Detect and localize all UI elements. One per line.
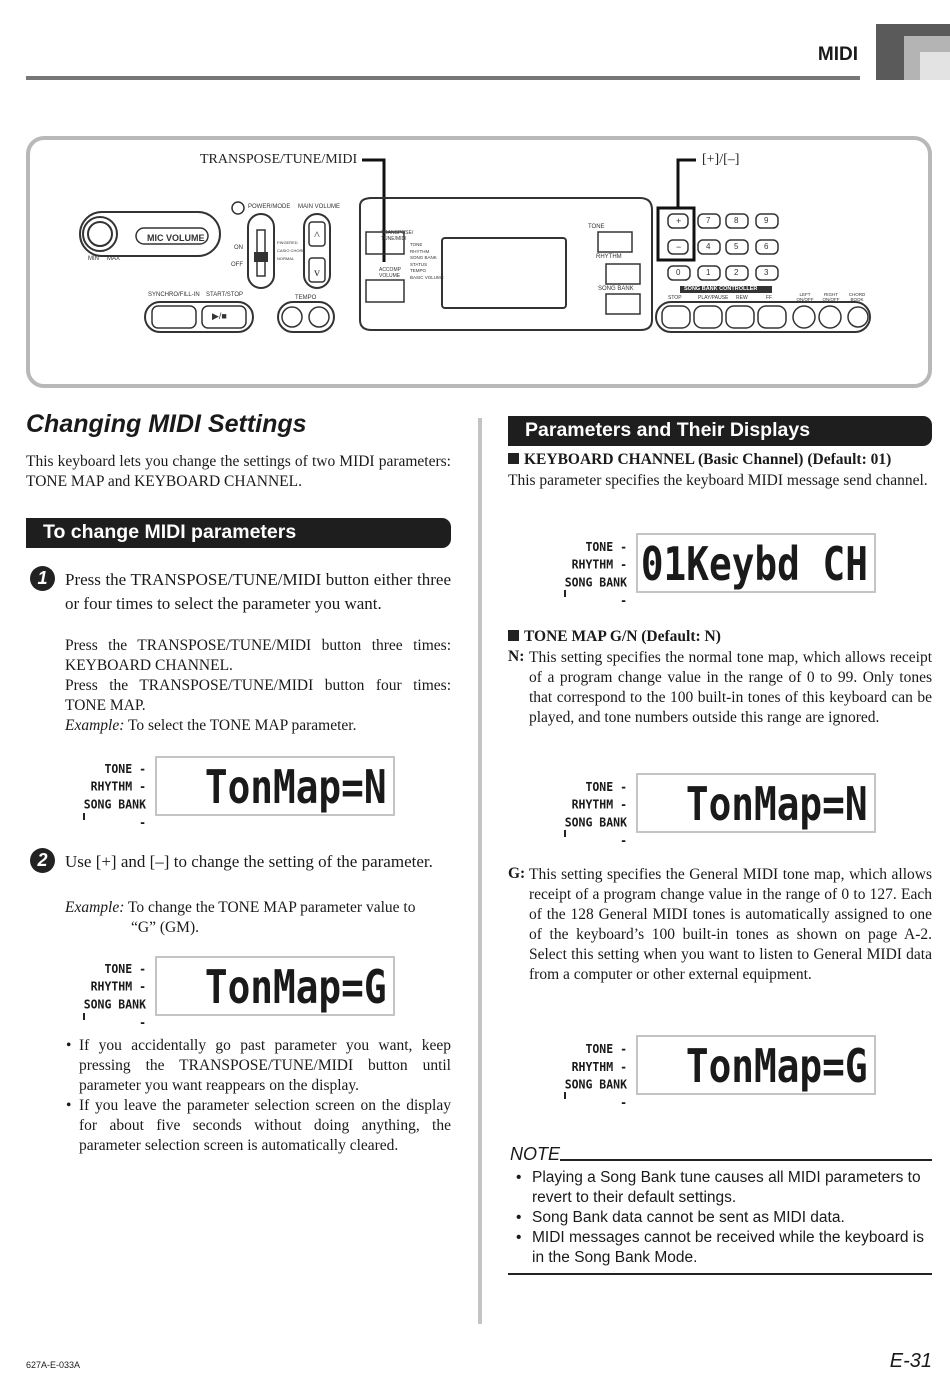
step-2-example: Example: To change the TONE MAP parameter value to (65, 899, 416, 916)
lcd-side-songbank: SONG BANK (410, 255, 437, 260)
on-label: ON (234, 245, 243, 251)
example-text: To select the TONE MAP parameter. (128, 717, 357, 734)
mic-volume-label: MIC VOLUME (147, 233, 205, 243)
page-number: E-31 (889, 1350, 932, 1372)
note-item: • MIDI messages cannot be received while the keyboard is in the Song Bank Mode. (516, 1228, 930, 1268)
rhythm-label: RHYTHM (596, 254, 622, 260)
lcd-labels-2: TONE - RHYTHM - SONG BANK - (74, 960, 146, 1031)
g-text: This setting specifies the General MIDI tone map, which allows receipt of a program change value in the range of 0 to 127. Each of the 128 General MIDI tones is automatically assigned to one of the keyboard’s 100 built-in tones as shown on page A-2. Select this setting when you want to listen to General MIDI data from a computer or other external equipment. (529, 866, 932, 983)
column-divider (478, 418, 482, 1324)
lcd-labels-4: TONE - RHYTHM - SONG BANK - (555, 778, 627, 849)
svg-text:^: ^ (314, 228, 320, 242)
lcd-labels-1: TONE - RHYTHM - SONG BANK - (74, 760, 146, 831)
step-1-line-four-times: Press the TRANSPOSE/TUNE/MIDI button four times: TONE MAP. (65, 677, 451, 714)
key-8: 8 (734, 216, 739, 225)
lcd-tick (83, 1013, 85, 1020)
callout-transpose: TRANSPOSE/TUNE/MIDI (200, 152, 358, 167)
example-label: Example: (65, 899, 125, 916)
play-stop-icon: ▶/■ (212, 311, 227, 321)
note-top-rule (560, 1159, 932, 1161)
tempo-label: TEMPO (295, 295, 317, 301)
song-bank-controller-label: SONG BANK CONTROLLER (684, 286, 758, 292)
step-1-example (65, 716, 451, 736)
svg-text:v: v (314, 265, 320, 279)
lcd-display-tonmap-g-right: TonMap=G (636, 1035, 876, 1095)
step-1-text: Press the TRANSPOSE/TUNE/MIDI button either three or four times to select the parameter you want. (65, 570, 451, 613)
intro-paragraph: This keyboard lets you change the settings of two MIDI parameters: TONE MAP and KEYBOARD CHANNEL. (26, 453, 451, 490)
panel-drawing (0, 0, 950, 400)
document-code: 627A-E-033A (26, 1360, 81, 1370)
lcd-side-status: STATUS (410, 261, 428, 267)
note-item: • Playing a Song Bank tune causes all MIDI parameters to revert to their default settings. (516, 1168, 930, 1208)
stop-label: STOP (668, 295, 682, 301)
step-2-text: Use [+] and [–] to change the setting of the parameter. (65, 852, 433, 871)
play-pause-label: PLAY/PAUSE (698, 295, 729, 301)
keyboard-channel-heading: KEYBOARD CHANNEL (Basic Channel) (Default: 01) (508, 451, 891, 469)
tone-map-heading: TONE MAP G/N (Default: N) (508, 628, 721, 646)
min-label: MIN (88, 256, 99, 262)
ff-label: FF (766, 295, 773, 301)
n-key: N: (508, 648, 525, 665)
rew-label: REW (736, 295, 748, 301)
subsection-bar-right: Parameters and Their Displays (508, 416, 932, 446)
synchro-label: SYNCHRO/FILL-IN (148, 292, 200, 298)
max-label: MAX (107, 256, 121, 262)
left-onoff-label: LEFT ON/OFF (796, 292, 814, 302)
tip-item: • If you accidentally go past parameter you want, keep pressing the TRANSPOSE/TUNE/MIDI button until parameter you want reappears on the display. (66, 1036, 451, 1096)
chord-book-label: CHORD BOOK (848, 292, 866, 302)
transpose-button-label: TRANSPOSE/ TUNE/MIDI (381, 230, 414, 242)
key-3: 3 (764, 268, 769, 277)
note-bottom-rule (508, 1273, 932, 1275)
step-2-example-cont: “G” (GM). (131, 919, 200, 936)
casio-chord-label: CASIO CHORD (277, 248, 306, 253)
lcd-tick (564, 830, 566, 837)
fingered-label: FINGERED (277, 240, 298, 245)
lcd-side-tone: TONE (410, 242, 423, 247)
note-title: NOTE (510, 1144, 561, 1164)
normal-label: NORMAL (277, 256, 295, 261)
keyboard-channel-text: This parameter specifies the keyboard MIDI message send channel. (508, 472, 928, 489)
lcd-tick (83, 813, 85, 820)
off-label: OFF (231, 262, 243, 268)
lcd-side-basic-volume: BASIC VOLUME (410, 274, 444, 280)
lcd-side-labels (410, 242, 444, 281)
header-title: MIDI (817, 44, 858, 65)
plus-key: + (676, 216, 682, 226)
lcd-labels-5: TONE - RHYTHM - SONG BANK - (555, 1040, 627, 1111)
tips-list (66, 1036, 451, 1156)
start-stop-label: START/STOP (206, 292, 244, 298)
key-2: 2 (734, 268, 739, 277)
key-4: 4 (706, 242, 711, 251)
note-list (516, 1168, 930, 1268)
step-1-number: 1 (30, 566, 55, 591)
lcd-labels-3: TONE - RHYTHM - SONG BANK - (555, 538, 627, 609)
step-1-line-three-times: Press the TRANSPOSE/TUNE/MIDI button three times: KEYBOARD CHANNEL. (65, 637, 451, 674)
lcd-display-tonmap-n-right: TonMap=N (636, 773, 876, 833)
key-9: 9 (764, 216, 769, 225)
main-volume-label: MAIN VOLUME (298, 204, 341, 210)
callout-plus-minus: [+]/[–] (702, 152, 740, 167)
example-label: Example: (65, 717, 125, 734)
key-5: 5 (734, 242, 739, 251)
lcd-tick (564, 590, 566, 597)
step-2-number: 2 (30, 848, 55, 873)
right-onoff-label: RIGHT ON/OFF (822, 292, 840, 302)
lcd-side-tempo: TEMPO (410, 268, 427, 273)
section-title: Changing MIDI Settings (26, 410, 307, 438)
tone-label: TONE (588, 224, 605, 230)
note-item: • Song Bank data cannot be sent as MIDI data. (516, 1208, 930, 1228)
minus-key: − (676, 242, 682, 252)
song-bank-label: SONG BANK (598, 286, 634, 292)
key-7: 7 (706, 216, 711, 225)
power-mode-label: POWER/MODE (248, 204, 291, 210)
subsection-bar-left: To change MIDI parameters (26, 518, 451, 548)
lcd-display-tonmap-n-left: TonMap=N (155, 756, 395, 816)
key-6: 6 (764, 242, 769, 251)
lcd-tick (564, 1092, 566, 1099)
lcd-side-rhythm: RHYTHM (410, 248, 430, 254)
g-key: G: (508, 865, 526, 882)
accomp-volume-label: ACCOMP VOLUME (379, 267, 401, 279)
key-0: 0 (676, 268, 681, 277)
n-text: This setting specifies the normal tone map, which allows receipt of a program change value in the range of 0 to 99. Only tones that correspond to the 100 built-in tones of this keyboard can be played, and tone numbers outside this range are ignored. (529, 649, 932, 726)
tip-item: • If you leave the parameter selection screen on the display for about five seconds without doing anything, the parameter selection screen is automatically cleared. (66, 1096, 451, 1156)
lcd-display-keybd-ch: 01Keybd CH (636, 533, 876, 593)
lcd-display-tonmap-g-left: TonMap=G (155, 956, 395, 1016)
key-1: 1 (706, 268, 711, 277)
